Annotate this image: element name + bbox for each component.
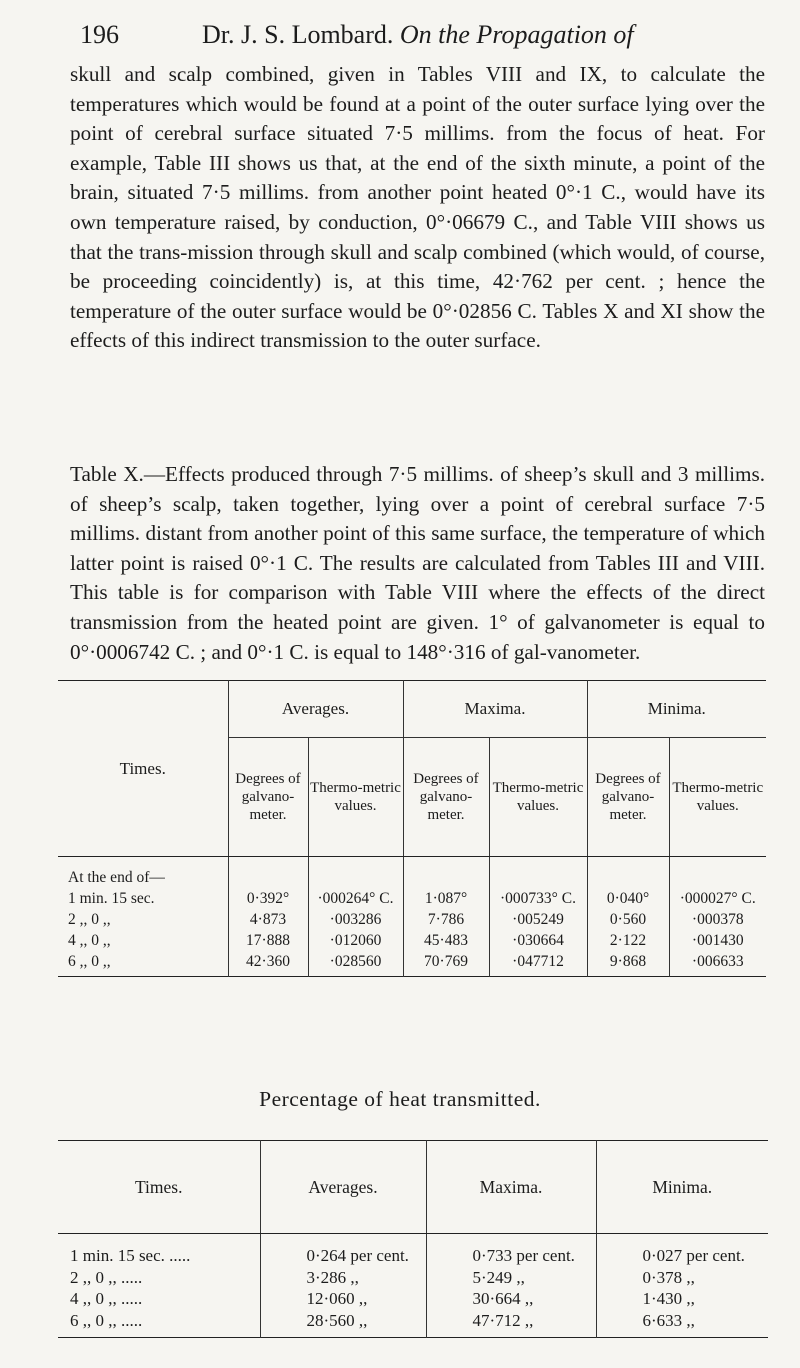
time-cell: 6 ,, 0 ,, [68, 953, 111, 970]
pct-maxima-header: Maxima. [426, 1141, 596, 1234]
min-thermometric-header: Thermo-metric values. [669, 738, 766, 857]
max-degrees-header: Degrees of galvano-meter. [403, 738, 489, 857]
max-degrees-cell: 7·786 [403, 909, 489, 930]
running-title [202, 20, 634, 50]
min-thermometric-cell: ·006633 [669, 951, 766, 977]
table-x [58, 680, 766, 977]
avg-degrees-cell: 4·873 [228, 909, 308, 930]
pct-max-cell: 47·712 ,, [426, 1310, 596, 1338]
max-thermometric-cell: ·047712 [489, 951, 587, 977]
pct-minima-header: Minima. [596, 1141, 768, 1234]
max-thermometric-cell: ·030664 [489, 930, 587, 951]
table-row [58, 930, 766, 951]
time-cell: 4 ,, 0 ,, [68, 932, 111, 949]
pct-min-cell: 6·633 ,, [596, 1310, 768, 1338]
pct-max-cell: 30·664 ,, [426, 1288, 596, 1310]
pct-max-cell: 5·249 ,, [426, 1267, 596, 1289]
maxima-header: Maxima. [403, 681, 587, 738]
table-row [58, 1267, 768, 1289]
time-cell: 1 min. 15 sec. [68, 890, 155, 907]
avg-degrees-cell: 17·888 [228, 930, 308, 951]
avg-degrees-cell: 0·392° [228, 888, 308, 909]
max-thermometric-cell: ·005249 [489, 909, 587, 930]
pct-time-cell: 1 min. 15 sec. ..... [70, 1246, 191, 1265]
header-title: On the Propagation of [399, 20, 634, 49]
max-degrees-cell: 70·769 [403, 951, 489, 977]
time-cell: 2 ,, 0 ,, [68, 911, 111, 928]
pct-avg-cell: 3·286 ,, [260, 1267, 426, 1289]
max-degrees-cell: 45·483 [403, 930, 489, 951]
pct-avg-cell: 12·060 ,, [260, 1288, 426, 1310]
pct-time-cell: 4 ,, 0 ,, ..... [70, 1289, 143, 1308]
max-degrees-cell: 1·087° [403, 888, 489, 909]
avg-thermometric-cell: ·003286 [308, 909, 403, 930]
avg-degrees-header: Degrees of galvano-meter. [228, 738, 308, 857]
table-row [58, 1310, 768, 1338]
min-degrees-header: Degrees of galvano-meter. [587, 738, 669, 857]
pct-averages-header: Averages. [260, 1141, 426, 1234]
pct-times-header: Times. [58, 1141, 260, 1234]
pct-min-cell: 0·027 per cent. [596, 1234, 768, 1267]
pct-max-cell: 0·733 per cent. [426, 1234, 596, 1267]
percentage-table [58, 1140, 768, 1338]
pct-min-cell: 0·378 ,, [596, 1267, 768, 1289]
avg-thermometric-cell: ·028560 [308, 951, 403, 977]
header-author: Dr. J. S. Lombard. [202, 20, 394, 49]
table-row [58, 888, 766, 909]
pct-min-cell: 1·430 ,, [596, 1288, 768, 1310]
avg-thermometric-cell: ·012060 [308, 930, 403, 951]
pct-time-cell: 2 ,, 0 ,, ..... [70, 1267, 143, 1287]
table-row [58, 1288, 768, 1310]
percentage-table-caption: Percentage of heat transmitted. [259, 1087, 541, 1111]
min-thermometric-cell: ·000378 [669, 909, 766, 930]
min-thermometric-cell: ·000027° C. [669, 888, 766, 909]
table-row [58, 909, 766, 930]
min-degrees-cell: 0·560 [587, 909, 669, 930]
max-thermometric-header: Thermo-metric values. [489, 738, 587, 857]
body-paragraph: skull and scalp combined, given in Tables VIII and IX, to calculate the temperatures which would be found at a point of the outer surface lying over the point of cerebral surface situated 7·5 millims. from the focus of heat. For example, Table III shows us that, at the end of the sixth minute, a point of the brain, situated 7·5 millims. from another point heated 0°·1 C., would have its own temperature raised, by conduction, 0°·06679 C., and Table VIII shows us that the trans-mission through skull and scalp combined (which would, of course, be proceeding coincidently) is, at this time, 42·762 per cent. ; hence the temperature of the outer surface would be 0°·02856 C. Tables X and XI show the effects of this indirect transmission to the outer surface. [70, 62, 765, 353]
minima-header: Minima. [587, 681, 766, 738]
max-thermometric-cell: ·000733° C. [489, 888, 587, 909]
min-degrees-cell: 2·122 [587, 930, 669, 951]
table-x-description: Table X.—Effects produced through 7·5 millims. of sheep’s skull and 3 millims. of sheep’s scalp, taken together, lying over a point of cerebral surface 7·5 millims. distant from another point of this same surface, the temperature of which latter point is raised 0°·1 C. The results are calculated from Tables III and VIII. This table is for comparison with Table VIII where the effects of the direct transmission from the heated point are given. 1° of galvanometer is equal to 0°·0006742 C. ; and 0°·1 C. is equal to 148°·316 of gal-vanometer. [70, 462, 765, 664]
avg-thermometric-header: Thermo-metric values. [308, 738, 403, 857]
table-row [58, 951, 766, 977]
page-number: 196 [80, 20, 119, 49]
averages-header: Averages. [228, 681, 403, 738]
table-row [58, 1234, 768, 1267]
pct-time-cell: 6 ,, 0 ,, ..... [70, 1310, 143, 1330]
intro-row-label: At the end of— [68, 869, 165, 886]
times-header: Times. [58, 681, 228, 857]
min-thermometric-cell: ·001430 [669, 930, 766, 951]
min-degrees-cell: 0·040° [587, 888, 669, 909]
avg-degrees-cell: 42·360 [228, 951, 308, 977]
pct-avg-cell: 28·560 ,, [260, 1310, 426, 1338]
pct-avg-cell: 0·264 per cent. [260, 1234, 426, 1267]
min-degrees-cell: 9·868 [587, 951, 669, 977]
avg-thermometric-cell: ·000264° C. [308, 888, 403, 909]
